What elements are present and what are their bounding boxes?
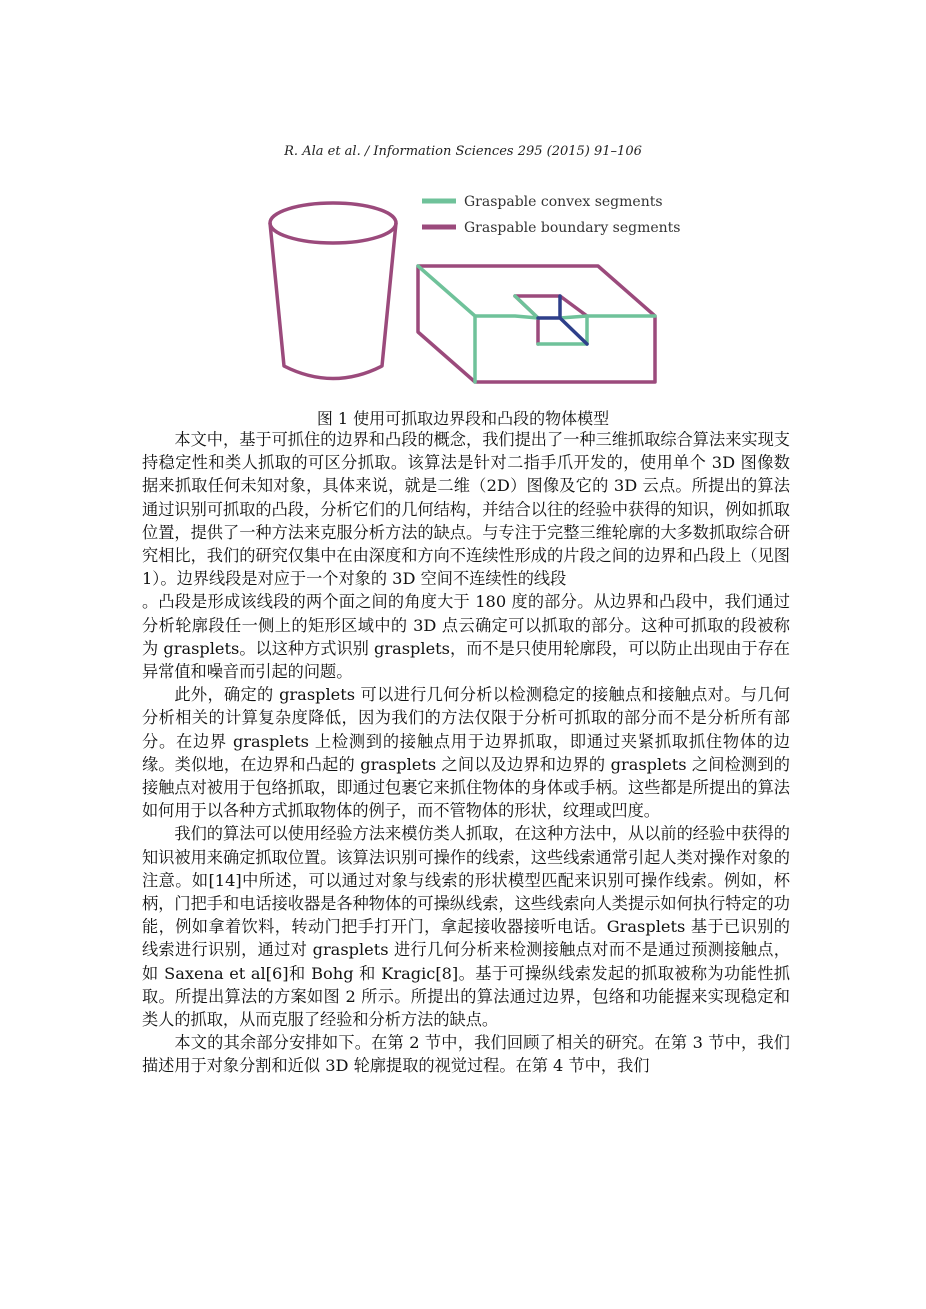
cup-rim xyxy=(270,203,396,243)
body-text xyxy=(142,428,790,1078)
paragraph: 此外，确定的 grasplets 可以进行几何分析以检测稳定的接触点和接触点对。与几何分析相关的计算复杂度降低，因为我们的方法仅限于分析可抓取的部分而不是分析所有部分。在边界 grasplets 上检测到的接触点用于边界抓取，即通过夹紧抓取抓住物体的边缘。类似地，在边界和凸起的 grasplets 之间以及边界和边界的 grasplets 之间检测到的接触点对被用于包络抓取，即通过包裹它来抓住物体的身体或手柄。这些都是所提出的算法如何用于以各种方式抓取物体的例子，而不管物体的形状，纹理或凹度。 xyxy=(142,685,790,821)
figure-1 xyxy=(260,186,680,396)
legend-convex-label: Graspable convex segments xyxy=(464,194,663,210)
running-header: R. Ala et al. / Information Sciences 295 (2015) 91–106 xyxy=(284,144,642,159)
paragraph: 本文中，基于可抓住的边界和凸段的概念，我们提出了一种三维抓取综合算法来实现支持稳定性和类人抓取的可区分抓取。该算法是针对二指手爪开发的，使用单个 3D 图像数据来抓取任何未知对象，具体来说，就是二维（2D）图像及它的 3D 云点。所提出的算法通过识别可抓取的凸段，分析它们的几何结构，并结合以往的经验中获得的知识，例如抓取位置，提供了一种方法来克服分析方法的缺点。与专注于完整三维轮廓的大多数抓取综合研究相比，我们的研究仅集中在由深度和方向不连续性形成的片段之间的边界和凸段上（见图 1）。边界线段是对应于一个对象的 3D 空间不连续性的线段 xyxy=(142,430,790,589)
figure-1-drawing xyxy=(260,186,680,396)
figure-legend xyxy=(422,194,681,236)
cup-icon xyxy=(270,203,396,379)
paragraph: 。凸段是形成该线段的两个面之间的角度大于 180 度的部分。从边界和凸段中，我们通过分析轮廓段任一侧上的矩形区域中的 3D 点云确定可以抓取的部分。这种可抓取的段被称为 grasplets。以这种方式识别 grasplets，而不是只使用轮廓段，可以防止出现由于存在异常值和噪音而引起的问题。 xyxy=(142,592,790,682)
cup-body xyxy=(270,223,396,379)
notch-boundary xyxy=(515,296,587,344)
notch-inner-edges xyxy=(538,296,587,344)
paragraph: 本文的其余部分安排如下。在第 2 节中，我们回顾了相关的研究。在第 3 节中，我们描述用于对象分割和近似 3D 轮廓提取的视觉过程。在第 4 节中，我们 xyxy=(142,1033,790,1076)
legend-boundary-label: Graspable boundary segments xyxy=(464,220,681,236)
figure-caption: 图 1 使用可抓取边界段和凸段的物体模型 xyxy=(316,409,610,428)
box-icon xyxy=(418,266,655,382)
paragraph: 我们的算法可以使用经验方法来模仿类人抓取，在这种方法中，从以前的经验中获得的知识被用来确定抓取位置。该算法识别可操作的线索，这些线索通常引起人类对操作对象的注意。如[14]中所述，可以通过对象与线索的形状模型匹配来识别可操作线索。例如，杯柄，门把手和电话接收器是各种物体的可操纵线索，这些线索向人类提示如何执行特定的功能，例如拿着饮料，转动门把手打开门，拿起接收器接听电话。Grasplets 基于已识别的线索进行识别，通过对 grasplets 进行几何分析来检测接触点对而不是通过预测接触点，如 Saxena et al[6]和 Bohg 和 Kragic[8]。基于可操纵线索发起的抓取被称为功能性抓取。所提出算法的方案如图 2 所示。所提出的算法通过边界，包络和功能握来实现稳定和类人的抓取，从而克服了经验和分析方法的缺点。 xyxy=(142,824,790,1030)
